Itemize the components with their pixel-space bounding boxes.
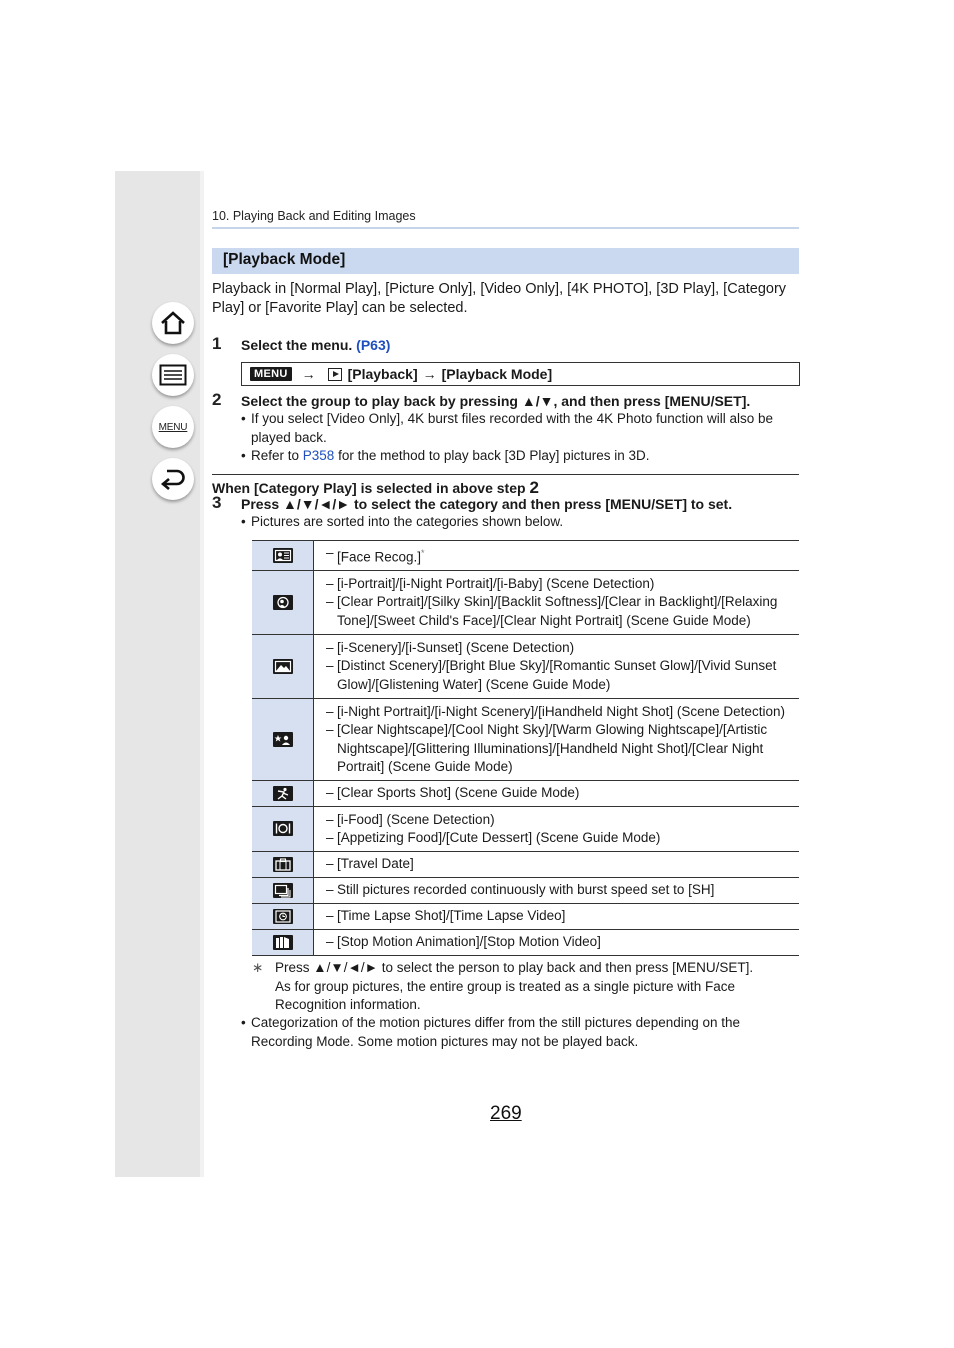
step-3-bullet: • Pictures are sorted into the categories shown below. xyxy=(241,514,564,529)
icon-cell xyxy=(252,541,314,571)
intro-line: Play] or [Favorite Play] can be selected. xyxy=(212,300,468,316)
footnote-mark: * xyxy=(421,548,425,558)
category-text: [i-Scenery]/[i-Sunset] (Scene Detection) xyxy=(337,639,575,655)
icon-cell xyxy=(252,635,314,699)
dash: – xyxy=(326,722,334,737)
footnote xyxy=(252,959,800,1015)
face-recog-icon xyxy=(273,548,293,563)
time-lapse-icon xyxy=(273,909,293,924)
category-text: [Appetizing Food]/[Cute Dessert] (Scene Guide Mode) xyxy=(337,830,661,845)
category-text: [i-Food] (Scene Detection) xyxy=(337,811,495,827)
travel-date-icon xyxy=(273,857,293,872)
category-text: Still pictures recorded continuously with burst speed set to [SH] xyxy=(337,882,715,898)
category-line xyxy=(326,544,797,567)
icon-cell xyxy=(252,904,314,930)
category-line xyxy=(326,811,797,830)
dash: – xyxy=(326,639,334,655)
dash: – xyxy=(326,856,334,872)
table-row xyxy=(252,878,799,904)
category-line xyxy=(326,933,797,952)
footnote-line: As for group pictures, the entire group is treated as a single picture with Face xyxy=(275,978,735,994)
dash: – xyxy=(326,811,334,827)
menu-button-label: MENU xyxy=(158,421,188,433)
icon-cell xyxy=(252,781,314,807)
category-line xyxy=(326,784,797,803)
category-text: [Distinct Scenery]/[Bright Blue Sky]/[Romantic Sunset Glow]/[Vivid Sunset Glow]/[Glistening Water] (Scene Guide Mode) xyxy=(337,658,777,692)
icon-cell xyxy=(252,930,314,956)
dash: – xyxy=(326,545,334,560)
burst-icon xyxy=(273,883,293,898)
night-portrait-icon xyxy=(273,732,293,747)
category-description xyxy=(314,852,800,878)
menu-path-box xyxy=(241,362,800,386)
footnote-line: Recognition information. xyxy=(275,997,421,1012)
bullet-item: • If you select [Video Only], 4K burst files recorded with the 4K Photo function will also be played back. xyxy=(241,410,801,447)
p358-link[interactable]: P358 xyxy=(302,448,335,463)
table-row xyxy=(252,852,799,878)
category-line xyxy=(326,829,797,848)
category-text: [Stop Motion Animation]/[Stop Motion Video] xyxy=(337,934,601,950)
note-line: Recording Mode. Some motion pictures may not be played back. xyxy=(251,1033,639,1049)
dash: – xyxy=(326,908,334,924)
table-row xyxy=(252,571,799,635)
food-icon xyxy=(273,821,293,836)
step-2-bullets xyxy=(241,410,801,466)
dash: – xyxy=(326,830,334,845)
contents-button[interactable] xyxy=(152,354,194,396)
note-line: Categorization of the motion pictures differ from the still pictures depending on the xyxy=(251,1015,741,1030)
bullet-line: If you select [Video Only], 4K burst files recorded with the 4K Photo function will also be xyxy=(251,411,774,426)
dash: – xyxy=(326,934,334,950)
category-description xyxy=(314,807,800,852)
sidebar-edge xyxy=(200,171,204,1177)
menu-badge: MENU xyxy=(250,367,292,381)
divider xyxy=(212,474,799,475)
category-text: [Face Recog.] xyxy=(337,549,422,565)
category-line xyxy=(326,907,797,926)
category-description xyxy=(314,904,800,930)
portrait-icon xyxy=(273,595,293,610)
category-line xyxy=(326,657,797,694)
category-text: [i-Night Portrait]/[i-Night Scenery]/[iHandheld Night Shot] (Scene Detection) xyxy=(337,703,785,719)
header-rule xyxy=(212,227,799,229)
category-description xyxy=(314,635,800,699)
step-1-text xyxy=(241,337,390,353)
scenery-icon xyxy=(273,659,293,674)
category-text: [i-Portrait]/[i-Night Portrait]/[i-Baby] (Scene Detection) xyxy=(337,575,655,591)
playback-icon xyxy=(328,368,342,381)
category-description xyxy=(314,571,800,635)
step-3-number: 3 xyxy=(212,493,222,512)
page-number: 269 xyxy=(490,1103,522,1124)
table-row xyxy=(252,930,799,956)
step-ref: 2 xyxy=(529,478,539,497)
category-line xyxy=(326,721,797,777)
arrow: → xyxy=(301,366,316,382)
icon-cell xyxy=(252,852,314,878)
sports-icon xyxy=(273,786,293,801)
dash: – xyxy=(326,658,334,674)
menu-item-playback: [Playback] xyxy=(347,366,418,382)
list-icon xyxy=(159,364,187,386)
bullet-text: Pictures are sorted into the categories shown below. xyxy=(251,514,564,529)
icon-cell xyxy=(252,878,314,904)
section-title: [Playback Mode] xyxy=(223,251,346,268)
p63-link[interactable]: (P63) xyxy=(356,337,391,353)
category-description xyxy=(314,930,800,956)
return-icon xyxy=(159,466,187,492)
category-heading xyxy=(212,478,539,498)
dash: – xyxy=(326,703,334,719)
dash: – xyxy=(326,882,334,898)
icon-cell xyxy=(252,571,314,635)
category-description xyxy=(314,699,800,781)
final-note: • Categorization of the motion pictures differ from the still pictures depending on the Recording Mode. Some motion pictures may not be played back. xyxy=(241,1014,801,1051)
step-2-text: Select the group to play back by pressing ▲/▼, and then press [MENU/SET]. xyxy=(241,393,751,409)
category-line xyxy=(326,593,797,630)
table-row xyxy=(252,904,799,930)
category-heading-text: When [Category Play] is selected in above step xyxy=(212,480,526,496)
step-3-text: Press ▲/▼/◄/► to select the category and then press [MENU/SET] to set. xyxy=(241,496,733,512)
arrow: → xyxy=(422,366,437,382)
footnote-line: Press ▲/▼/◄/► to select the person to play back and then press [MENU/SET]. xyxy=(275,960,754,975)
step-1-number: 1 xyxy=(212,334,222,353)
category-text: [Time Lapse Shot]/[Time Lapse Video] xyxy=(337,908,566,924)
bullet-item: • Refer to P358 for the method to play back [3D Play] pictures in 3D. xyxy=(241,448,650,463)
bullet-text: Refer to xyxy=(251,448,303,463)
category-description xyxy=(314,781,800,807)
back-button[interactable] xyxy=(152,458,194,500)
intro-line: Playback in [Normal Play], [Picture Only], [Video Only], [4K PHOTO], [3D Play], [Category xyxy=(212,281,787,297)
table-row xyxy=(252,635,799,699)
stop-motion-icon xyxy=(273,935,293,950)
menu-list-button[interactable] xyxy=(152,406,194,448)
table-row xyxy=(252,807,799,852)
category-line xyxy=(326,855,797,874)
category-description xyxy=(314,878,800,904)
home-button[interactable] xyxy=(152,302,194,344)
icon-cell xyxy=(252,699,314,781)
table-row xyxy=(252,781,799,807)
bullet-line: played back. xyxy=(251,429,327,445)
category-description xyxy=(314,541,800,571)
home-icon xyxy=(159,310,187,336)
category-line xyxy=(326,639,797,658)
category-text: [Clear Nightscape]/[Cool Night Sky]/[Warm Glowing Nightscape]/[Artistic Nightscape]/[Glittering Illuminations]/[Handheld Night Shot]/[Clear Night Portrait] (Scene Guide Mode) xyxy=(337,722,768,774)
dash: – xyxy=(326,575,334,591)
icon-cell xyxy=(252,807,314,852)
intro-text xyxy=(212,280,802,318)
category-text: [Clear Portrait]/[Silky Skin]/[Backlit Softness]/[Clear in Backlight]/[Relaxing Tone]/[Sweet Child's Face]/[Clear Night Portrait] (Scene Guide Mode) xyxy=(337,594,778,628)
category-line xyxy=(326,575,797,594)
dash: – xyxy=(326,785,334,801)
bullet-text: for the method to play back [3D Play] pictures in 3D. xyxy=(334,448,650,463)
table-row xyxy=(252,541,799,571)
table-row xyxy=(252,699,799,781)
category-text: [Clear Sports Shot] (Scene Guide Mode) xyxy=(337,785,580,801)
step-1-label: Select the menu. xyxy=(241,337,353,353)
step-2-number: 2 xyxy=(212,390,222,409)
footnote-mark: ∗ xyxy=(252,960,264,975)
category-text: [Travel Date] xyxy=(337,856,414,872)
category-line xyxy=(326,703,797,722)
category-line xyxy=(326,881,797,900)
category-table xyxy=(252,540,799,956)
menu-item-playback-mode: [Playback Mode] xyxy=(441,366,553,382)
breadcrumb: 10. Playing Back and Editing Images xyxy=(212,209,416,223)
dash: – xyxy=(326,594,334,610)
